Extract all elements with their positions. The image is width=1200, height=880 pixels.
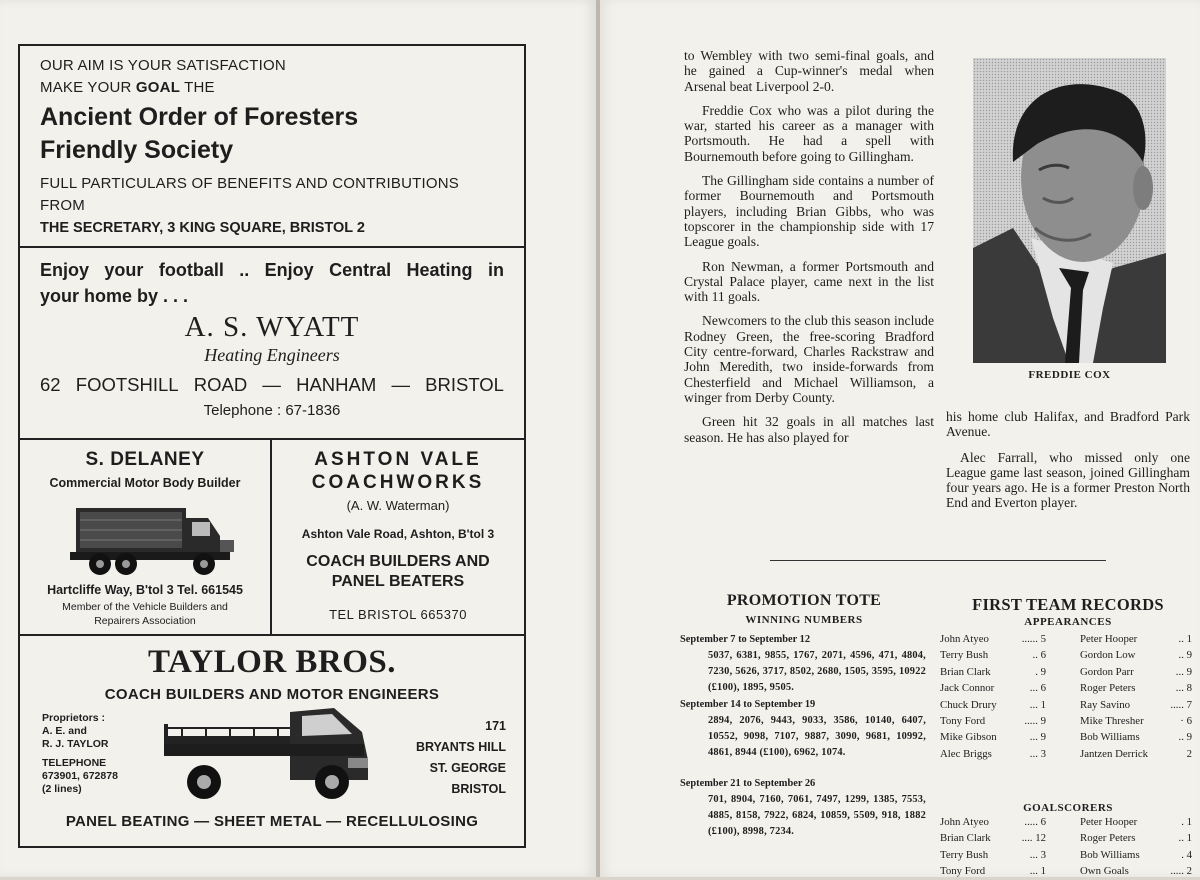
section-divider bbox=[770, 560, 1106, 561]
taylor-proprietors-line: A. E. and bbox=[42, 725, 87, 737]
wyatt-tagline-word: Heating bbox=[406, 260, 473, 280]
wyatt-tagline-word: Enjoy bbox=[40, 260, 90, 280]
player-name: Chuck Drury bbox=[940, 698, 997, 711]
player-name: Peter Hooper bbox=[1080, 633, 1138, 645]
advertisements-panel bbox=[18, 44, 526, 848]
player-count: ... 6 bbox=[1029, 682, 1046, 695]
record-entry bbox=[940, 664, 1066, 680]
record-entry bbox=[940, 746, 1066, 762]
wyatt-address-part: FOOTSHILL bbox=[75, 374, 179, 395]
player-name: Roger Peters bbox=[1080, 832, 1136, 845]
first-team-records-title: FIRST TEAM RECORDS bbox=[972, 595, 1164, 614]
player-name: Jantzen Derrick bbox=[1080, 747, 1149, 760]
foresters-goal-pre: MAKE YOUR bbox=[40, 79, 136, 96]
taylor-telephone-label: TELEPHONE bbox=[42, 757, 107, 769]
taylor-footer: PANEL BEATING — SHEET METAL — RECELLULOSING bbox=[65, 813, 479, 830]
goalscorers-table bbox=[940, 790, 1192, 880]
record-entry bbox=[1066, 729, 1192, 745]
delaney-trade: Commercial Motor Body Builder bbox=[49, 476, 241, 490]
wyatt-address-part: ROAD bbox=[193, 374, 248, 395]
delaney-name: S. DELANEY bbox=[85, 449, 205, 470]
appearances-title: APPEARANCES bbox=[1024, 616, 1112, 628]
player-count: .. 1 bbox=[1178, 832, 1192, 845]
promotion-tote-subtitle: WINNING NUMBERS bbox=[745, 614, 863, 626]
photo-caption: FREDDIE COX bbox=[1028, 369, 1111, 381]
record-entry bbox=[1066, 647, 1192, 663]
ashton-name-2: COACHWORKS bbox=[311, 472, 485, 493]
player-count: ... 8 bbox=[1175, 682, 1192, 695]
delaney-member bbox=[20, 600, 270, 628]
player-count: . 9 bbox=[1035, 665, 1046, 678]
wyatt-address-part: — bbox=[262, 374, 281, 395]
player-count: .. 6 bbox=[1032, 649, 1046, 662]
record-row bbox=[940, 746, 1192, 762]
player-count: .. 9 bbox=[1178, 649, 1192, 662]
delaney-ashton-row bbox=[20, 440, 524, 636]
player-name: Own Goals bbox=[1080, 865, 1129, 878]
player-name: Terry Bush bbox=[940, 649, 989, 662]
tote-week-period: September 7 to September 12 bbox=[680, 634, 811, 645]
taylor-telephone-lines: (2 lines) bbox=[42, 783, 82, 795]
player-name: Mike Gibson bbox=[940, 731, 997, 744]
player-name: Gordon Low bbox=[1080, 649, 1136, 662]
player-count: . 4 bbox=[1181, 848, 1192, 861]
record-entry bbox=[940, 680, 1066, 696]
ashton-vale-advert bbox=[272, 440, 524, 634]
player-count: ..... 6 bbox=[1024, 816, 1046, 828]
delaney-address: Hartcliffe Way, B'tol 3 Tel. 661545 bbox=[47, 583, 243, 597]
left-page bbox=[0, 0, 596, 877]
record-entry bbox=[1066, 664, 1192, 680]
record-row bbox=[940, 847, 1192, 863]
record-entry bbox=[1066, 680, 1192, 696]
article-paragraph: Green hit 32 goals in all matches last season. He has also played for bbox=[684, 414, 934, 445]
record-row bbox=[940, 647, 1192, 663]
tote-week-period: September 14 to September 19 bbox=[680, 699, 816, 710]
wyatt-tagline-word: .. bbox=[239, 260, 250, 280]
article-paragraph: The Gillingham side contains a number of former Bournemouth and Portsmouth players, including Brian Gibbs, who was topscorer in the championship side with 17 League goals. bbox=[684, 173, 934, 250]
record-entry bbox=[940, 847, 1066, 863]
record-entry bbox=[940, 830, 1066, 846]
player-name: Brian Clark bbox=[940, 665, 991, 678]
wyatt-address-part: HANHAM bbox=[296, 374, 377, 395]
record-entry bbox=[1066, 697, 1192, 713]
player-count: ... 3 bbox=[1029, 747, 1046, 760]
article-paragraph: his home club Halifax, and Bradford Park Avenue. bbox=[946, 409, 1190, 440]
record-entry bbox=[1066, 713, 1192, 729]
player-count: ... 9 bbox=[1029, 731, 1046, 744]
foresters-goal-line bbox=[40, 77, 504, 99]
taylor-proprietors-line: R. J. TAYLOR bbox=[42, 738, 109, 750]
record-entry bbox=[940, 729, 1066, 745]
record-entry bbox=[940, 697, 1066, 713]
player-count: ... 1 bbox=[1029, 865, 1046, 878]
player-name: Jack Connor bbox=[940, 682, 995, 695]
player-name: Tony Ford bbox=[940, 715, 986, 728]
wyatt-advert bbox=[20, 248, 524, 440]
tote-week-numbers: 5037, 6381, 9855, 1767, 2071, 4596, 471, 4804, 7230, 5626, 3717, 8502, 2680, 1505, 3595, 10922 (£100), 1895, 9505. bbox=[708, 650, 926, 693]
record-row bbox=[940, 814, 1192, 830]
record-entry bbox=[940, 631, 1066, 647]
taylor-address bbox=[416, 716, 506, 800]
wyatt-address bbox=[40, 374, 504, 396]
record-row bbox=[940, 631, 1192, 647]
player-name: Mike Thresher bbox=[1080, 715, 1144, 728]
wyatt-subtitle: Heating Engineers bbox=[204, 345, 340, 365]
player-name: John Atyeo bbox=[940, 633, 989, 645]
foresters-goal-post: THE bbox=[180, 79, 215, 96]
player-name: Bob Williams bbox=[1080, 731, 1140, 744]
article-column-left bbox=[684, 48, 934, 454]
wyatt-address-part: BRISTOL bbox=[425, 374, 504, 395]
article-paragraph: Alec Farrall, who missed only one League game last season, joined Gillingham four years ago. He is a former Preston North End and Everton player. bbox=[946, 449, 1190, 511]
wyatt-tagline-line1 bbox=[40, 257, 504, 283]
player-name: Peter Hooper bbox=[1080, 816, 1138, 828]
player-count: 2 bbox=[1186, 747, 1192, 760]
player-count: . 1 bbox=[1181, 816, 1192, 828]
goalscorers-title: GOALSCORERS bbox=[1023, 802, 1113, 814]
wyatt-tagline-word: Enjoy bbox=[264, 260, 314, 280]
tote-week-numbers: 2894, 2076, 9443, 9033, 3586, 10140, 6407, 10552, 9098, 7107, 9887, 3090, 9681, 10992, 4861, 8944 (£100), 6962, 1074. bbox=[708, 715, 926, 758]
player-count: ..... 7 bbox=[1170, 698, 1192, 711]
tote-week-period: September 21 to September 26 bbox=[680, 778, 816, 789]
player-count: .. 9 bbox=[1178, 731, 1192, 744]
record-entry bbox=[1066, 830, 1192, 846]
player-name: John Atyeo bbox=[940, 816, 989, 828]
delaney-advert bbox=[20, 440, 272, 634]
ashton-name-1: ASHTON VALE bbox=[314, 449, 482, 470]
appearances-table bbox=[940, 631, 1192, 762]
record-row bbox=[940, 697, 1192, 713]
ashton-road: Ashton Vale Road, Ashton, B'tol 3 bbox=[301, 527, 495, 541]
foresters-aim: OUR AIM IS YOUR SATISFACTION bbox=[40, 57, 286, 74]
taylor-address-line: ST. GEORGE bbox=[429, 761, 506, 775]
player-count: · 6 bbox=[1180, 715, 1192, 728]
delaney-member-line: Member of the Vehicle Builders and bbox=[62, 601, 228, 613]
record-entry bbox=[940, 814, 1066, 830]
foresters-particulars: FULL PARTICULARS OF BENEFITS AND CONTRIBUTIONS bbox=[40, 175, 459, 192]
promotion-tote-title: PROMOTION TOTE bbox=[726, 592, 882, 609]
foresters-secretary: THE SECRETARY, 3 KING SQUARE, BRISTOL 2 bbox=[40, 220, 365, 236]
player-count: ... 9 bbox=[1175, 665, 1192, 678]
taylor-proprietors-label: Proprietors : bbox=[42, 712, 106, 724]
article-paragraph: to Wembley with two semi-final goals, and he gained a Cup-winner's medal when Arsenal beat Liverpool 2-0. bbox=[684, 48, 934, 94]
tote-week-numbers: 701, 8904, 7160, 7061, 7497, 1299, 1385, 7553, 4885, 8158, 7922, 6824, 10859, 5509, 918, 1882 (£100), 8998, 7234. bbox=[708, 794, 926, 837]
taylor-trade: COACH BUILDERS AND MOTOR ENGINEERS bbox=[104, 686, 440, 703]
record-row bbox=[940, 830, 1192, 846]
article-paragraph: Ron Newman, a former Portsmouth and Crystal Palace player, came next in the list with 11 goals. bbox=[684, 258, 934, 305]
record-row bbox=[940, 863, 1192, 879]
taylor-telephone-numbers: 673901, 672878 bbox=[42, 770, 118, 782]
delaney-member-line: Repairers Association bbox=[94, 615, 196, 627]
tote-week bbox=[680, 697, 926, 761]
record-row bbox=[940, 729, 1192, 745]
player-count: ... 3 bbox=[1029, 848, 1046, 861]
truck-illustration bbox=[70, 500, 240, 580]
foresters-advert bbox=[20, 46, 524, 248]
record-entry bbox=[1066, 746, 1192, 762]
taylor-address-line: BRYANTS HILL bbox=[415, 740, 506, 754]
player-name: Roger Peters bbox=[1080, 682, 1136, 695]
wyatt-address-part: — bbox=[391, 374, 410, 395]
record-row bbox=[940, 664, 1192, 680]
ashton-trade-1: COACH BUILDERS AND bbox=[306, 553, 490, 570]
foresters-name-2: Friendly Society bbox=[40, 136, 234, 164]
wyatt-tagline-word: football bbox=[158, 260, 224, 280]
foresters-goal-bold: GOAL bbox=[135, 79, 181, 96]
article-column-right bbox=[946, 409, 1190, 521]
taylor-address-line: BRISTOL bbox=[451, 782, 506, 796]
record-entry bbox=[940, 647, 1066, 663]
wyatt-tagline-word: your bbox=[104, 260, 144, 280]
record-entry bbox=[940, 863, 1066, 879]
player-count: ...... 5 bbox=[1021, 633, 1046, 645]
article-paragraph: Newcomers to the club this season include Rodney Green, the free-scoring Bradford City centre-forward, Charles Rackstraw and John Meredith, two inside-forwards from Chesterfield and Michael Williamson, a winger from Derby County. bbox=[684, 313, 934, 405]
freddie-cox-photo bbox=[973, 58, 1166, 363]
player-count: ..... 2 bbox=[1170, 865, 1192, 878]
player-count: ... 1 bbox=[1029, 698, 1046, 711]
foresters-name-1: Ancient Order of Foresters bbox=[40, 103, 359, 131]
taylor-name: TAYLOR BROS. bbox=[147, 644, 397, 680]
article-paragraph: Freddie Cox who was a pilot during the war, started his career as a manager with Portsmouth. He had a spell with Bournemouth before going to Gillingham. bbox=[684, 102, 934, 164]
wyatt-tagline-word: in bbox=[487, 260, 504, 280]
taylor-address-line: 171 bbox=[485, 719, 506, 733]
lorry-illustration bbox=[162, 702, 378, 806]
player-name: Brian Clark bbox=[940, 832, 991, 845]
player-name: Gordon Parr bbox=[1080, 665, 1134, 678]
wyatt-tagline-line2: your home by . . . bbox=[40, 286, 189, 306]
player-count: .... 12 bbox=[1021, 832, 1046, 845]
player-count: ..... 9 bbox=[1024, 715, 1046, 728]
player-name: Terry Bush bbox=[940, 848, 989, 861]
record-entry bbox=[1066, 631, 1192, 647]
record-entry bbox=[940, 713, 1066, 729]
ashton-telephone: TEL BRISTOL 665370 bbox=[329, 607, 467, 622]
player-name: Alec Briggs bbox=[940, 747, 992, 760]
taylor-bros-advert bbox=[20, 636, 524, 846]
ashton-trade-2: PANEL BEATERS bbox=[331, 573, 465, 590]
player-name: Tony Ford bbox=[940, 865, 986, 878]
wyatt-name: A. S. WYATT bbox=[184, 311, 360, 343]
record-entry bbox=[1066, 814, 1192, 830]
wyatt-address-part: 62 bbox=[40, 374, 61, 395]
record-row bbox=[940, 713, 1192, 729]
tote-week bbox=[680, 776, 926, 840]
record-row bbox=[940, 680, 1192, 696]
player-name: Bob Williams bbox=[1080, 848, 1140, 861]
wyatt-telephone: Telephone : 67-1836 bbox=[203, 402, 341, 419]
taylor-proprietors bbox=[42, 712, 118, 796]
tote-week bbox=[680, 632, 926, 696]
foresters-from: FROM bbox=[40, 197, 85, 214]
player-count: .. 1 bbox=[1178, 633, 1192, 645]
wyatt-tagline-word: Central bbox=[329, 260, 392, 280]
record-entry bbox=[1066, 847, 1192, 863]
record-entry bbox=[1066, 863, 1192, 879]
ashton-proprietor: (A. W. Waterman) bbox=[346, 498, 450, 513]
player-name: Ray Savino bbox=[1080, 698, 1131, 711]
